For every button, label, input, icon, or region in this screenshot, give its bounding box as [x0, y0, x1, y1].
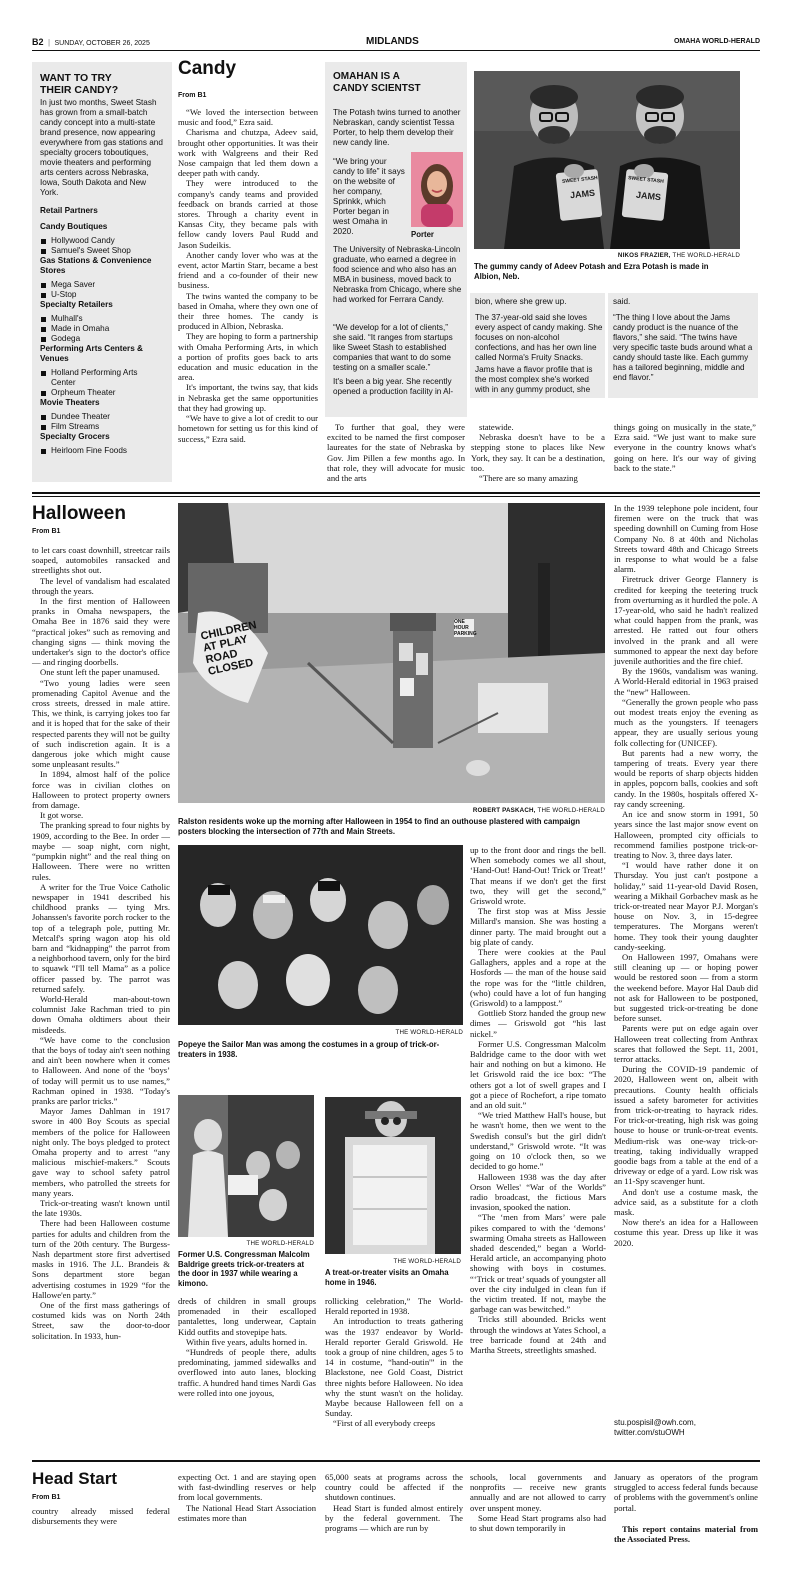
halloween-col3-paragraph: An introduction to treats gathering was the 1937 endeavor by World-Herald reporter Gerald Griswold. He took a group of nine children, ages 5 to 14 in costume, “hand-outin'” in the Blackstone, nee Gold Coast, District three nights before Halloween. No idea why the stunt wasn't on the holiday. Maybe because Halloween fell on a Sunday. — [325, 1316, 463, 1419]
candy-col1-paragraph: It's important, the twins say, that kids in Nebraska get the same opportunities that they had growing up. — [178, 382, 318, 413]
retail-partner-item: Mega Saver — [40, 280, 164, 290]
porter-label: Porter — [411, 230, 434, 239]
page-number: B2 — [32, 37, 44, 47]
retail-group-heading: Specialty Retailers — [40, 300, 113, 309]
retail-groups — [40, 222, 164, 456]
headstart-ap-note-text: This report contains material from the Associated Press. — [614, 1524, 758, 1545]
retail-partners-heading: Retail Partners — [40, 206, 98, 215]
candy-col3-paragraph: “There are so many amazing — [479, 473, 578, 484]
halloween-col5-paragraph: Parents were put on edge again over Halloween treat collecting from Anthrax scares that followed the Sept. 11, 2001, terror attacks. — [614, 1023, 758, 1064]
halloween-col1-paragraph: There had been Halloween costume parties for adults and children from the turn of the 20th century. The Burgess-Nash department store first advertised masks in 1916. The J.L. Brandeis & Sons department store began advertising costumes in 1929 “for the Hallowe'en party.” — [32, 1218, 170, 1300]
halloween-col5-paragraph: An ice and snow storm in 1991, 50 years since the last major snow event on Halloween, prompted city officials to recommend families postpone trick-or-treating to Nov. 3, three days later. — [614, 809, 758, 860]
baldrige-caption: Former U.S. Congressman Malcolm Baldrige greets trick-or-treaters at the door in 1937 while wearing a kimono. — [178, 1250, 310, 1288]
halloween-col1-paragraph: Trick-or-treating wasn't known until the late 1930s. — [32, 1198, 170, 1219]
halloween-col4-paragraph: “We tried Matthew Hall's house, but he wasn't home, then we went to the Swedish consul's but the girl didn't understand,” Griswold wrote. “It was going on 10 o'clock then, so we decided to go home.” — [470, 1110, 606, 1172]
bag-right-product: JAMS — [635, 189, 662, 203]
halloween-col5-paragraph: Firetruck driver George Flannery is credited for keeping the teetering truck from overturning as it hurdled the pole. A 17-year-old, who said he hadn't realized what could happen from the prank, was arrested. He ratted out four others involved in the prank and all were summoned to appear the next day before juvenile authorities and the fire chief. — [614, 574, 758, 667]
twins-illustration — [474, 71, 740, 249]
halloween-col4-paragraph: Halloween 1938 was the day after Orson Welles' “War of the Worlds” radio broadcast, the fictious Mars invasion, spooked the nation. — [470, 1171, 606, 1213]
halloween-col1-paragraph: The level of vandalism had escalated through the years. — [32, 575, 170, 596]
retail-partner-item: Samuel's Sweet Shop — [40, 246, 164, 256]
candy-col2-text: To further that goal, they were excited to be named the first composer laureates for the state of Nebraska by Gov. Jim Pillen a few months ago. In that role, they will advocate for music and the arts — [327, 422, 465, 484]
halloween-col4 — [470, 845, 606, 1355]
halloween-col4-paragraph: There were cookies at the Paul Gallaghers, apples and a rope at the Hosfords — the man of the house said the rope was for the “little children, (who) could have a lot of fun hanging (Griswold) to a lamppost.” — [470, 947, 606, 1009]
headstart-col1-text: country already missed federal disbursements they were — [32, 1506, 170, 1527]
retail-group-list — [40, 368, 164, 398]
popeye-photo — [178, 845, 463, 1025]
halloween-col5-paragraph: By the 1960s, vandalism was waning. A World-Herald editorial in 1963 praised the “new” Halloween. — [614, 666, 758, 697]
headstart-col3-paragraph: 65,000 seats at programs across the country could be affected if the shutdown continues. — [325, 1472, 463, 1503]
headstart-col4 — [470, 1472, 606, 1533]
halloween-col1-paragraph: One stunt left the paper unamused. — [40, 667, 160, 678]
retail-partner-item: U-Stop — [40, 290, 164, 300]
baldrige-scene — [178, 1095, 314, 1237]
outhouse-caption: Ralston residents woke up the morning after Halloween in 1954 to find an outhouse plastered with campaign posters blocking the intersection of 77th and Main Streets. — [178, 817, 581, 836]
halloween-col4-paragraph: Former U.S. Congressman Malcolm Baldridge came to the door with wet hair and nothing on but a kimono. He let Griswold raid the ice box: “The others got a lot of swell grapes and I got a piece of Rochefort, a ripe tomato and an old suit.” — [470, 1038, 606, 1111]
scientist-c2-p1: bion, where she grew up. — [475, 297, 567, 306]
halloween-col2-paragraph: Within five years, adults horned in. — [186, 1336, 308, 1347]
candy-col3-paragraph: statewide. — [479, 422, 514, 432]
headstart-col2-paragraph: The National Head Start Association estimates more than — [178, 1502, 316, 1523]
headstart-divider — [32, 1460, 760, 1462]
popeye-scene — [178, 845, 463, 1025]
headstart-col4-paragraph: Some Head Start programs also had to shut down temporarily in — [470, 1512, 606, 1534]
halloween-col2 — [178, 1296, 316, 1398]
halloween-col4-paragraph: “The ‘men from Mars’ were pale pikes compared to with the ‘demons’ swarming Omaha streets as Halloween shaded descended,” began a World-Herald article, an accompanying photo showing with boys in costumes. “‘Trick or treat’ squads of youngster all over the city indulged in clean fun if the victim treated. If not, maybe the garbage can was bewitched.” — [470, 1212, 606, 1315]
candy-col4 — [614, 422, 756, 473]
retail-group-heading: Candy Boutiques — [40, 222, 108, 231]
headstart-col5-paragraph: January as operators of the program struggled to access federal funds because of problems with the government's online portal. — [614, 1472, 758, 1513]
halloween-from: From B1 — [32, 528, 61, 535]
halloween-col5-paragraph: “I would have rather done it on Thursday. You just can't postpone a holiday,” said 11-year-old David Rosen, wearing a Mikhail Gorbachev mask as he trick-or-treated near Mayor P.J. Morgan's house on Nov. 3, in 15-degree temperatures. The Morgans weren't home. They took their young daughter candy-seeking. — [614, 860, 758, 952]
retail-group-list — [40, 280, 164, 300]
scientist-intro: The Potash twins turned to another Nebraskan, candy scientist Tessa Porter, to help them develop their new candy line. — [333, 108, 461, 147]
halloween-col5-paragraph: In the 1939 telephone pole incident, four firemen were on the truck that was speeding downhill on Cuming from Hose Company No. 8 at 40th and Nicholas Streets toward 48th and Chicago Streets in response to what would be a false alarm. — [614, 503, 758, 575]
candy-col1-paragraph: Another candy lover who was at the event, actor Martin Starr, became a best friend and a co-founder of their new business. — [178, 249, 318, 291]
twins-credit-org: THE WORLD-HERALD — [672, 252, 740, 259]
scientist-c2-p3: Jams have a flavor profile that is the most complex she's worked with in any gummy product, she — [475, 365, 593, 394]
headstart-col3 — [325, 1472, 463, 1533]
headstart-headline: Head Start — [32, 1469, 118, 1488]
retail-partner-item: Heirloom Fine Foods — [40, 446, 164, 456]
retail-group-heading: Performing Arts Centers & Venues — [40, 344, 143, 363]
outhouse-photo — [178, 503, 605, 803]
retail-group-heading: Gas Stations & Convenience Stores — [40, 256, 152, 275]
halloween-col5-paragraph: Now there's an idea for a Halloween costume this year. Dress up like it was 2020. — [614, 1217, 758, 1248]
section-name: MIDLANDS — [366, 36, 419, 47]
halloween-col1-paragraph: A writer for the True Voice Catholic newspaper in 1941 described his childhood pranks — tying Mrs. Johanssen's favorite porch rocker to the top of a telegraph pole, putting Mr. Metcalf's spring wagon atop his old barn and “kidnapping” the parrot from a neighborhood tavern, only for the bird to squawk “I'll tell Mama” as a police officer passed by. The parrot was returned safely. — [32, 881, 170, 994]
headstart-from: From B1 — [32, 1494, 61, 1501]
candy-col1-paragraph: Charisma and chutzpa, Adeev said, brought other opportunities. It was their work with Walgreens and their Red Nose campaign that led them down a deeper path with candy. — [178, 127, 318, 179]
halloween-col5-paragraph: During the COVID-19 pandemic of 2020, Halloween went on, albeit with precautions. County health officials issued a safety barometer for activities from trick-or-treating to hayrack rides. For trick-or-treating, high risk was going house to house or trunk-or-treat events. Medium-risk was one-way trick-or-treating, taking individually wrapped goodie bags from a table at the end of a driveway or edge of a yard. Low risk was an 11-Spy scavenger hunt. — [614, 1064, 758, 1187]
bag-left-product: JAMS — [569, 187, 596, 201]
halloween-col3 — [325, 1296, 463, 1429]
parking-sign: ONE HOUR PARKING — [454, 619, 477, 637]
scientist-p3: “We develop for a lot of clients,” she said. “It ranges from startups like Sweet Stash to established companies that want to do some testing on a smaller scale.” — [333, 323, 453, 372]
headstart-col5 — [614, 1472, 758, 1513]
candy-col1-paragraph: “We loved the intersection between music and food,” Ezra said. — [178, 107, 318, 128]
retail-partner-item: Hollywood Candy — [40, 236, 164, 246]
retail-group-list — [40, 446, 164, 456]
scientist-title: OMAHAN IS A CANDY SCIENTST — [333, 71, 421, 94]
baldrige-credit: THE WORLD-HERALD — [246, 1240, 314, 1247]
halloween-signoff: stu.pospisil@owh.com, twitter.com/stuOWH — [614, 1418, 696, 1437]
section-divider-top — [32, 492, 760, 494]
halloween-col1-paragraph: In the first mention of Halloween pranks in Omaha newspapers, the Omaha Bee in 1876 said they were “practical jokes” such as removing and changing signs — think moving the undertaker's sign to the doctor's office — and ringing doorbells. — [32, 596, 170, 668]
candy-col1-paragraph: They were introduced to the company's candy teams and provided feedback on brands carried at those stores. Through a charity event in Kansas City, they became pals with fellow candy lovers Paul Rudd and Jason Sudeikis. — [178, 178, 318, 250]
porter-photo — [411, 152, 463, 227]
halloween-col1-paragraph: Mayor James Dahlman in 1917 swore in 400 Boy Scouts as special members of the police for Halloween night only. The boys pledged to protect Omaha property and to arrest “any malicious mischief-makers.” Scouts gave way to school safety patrol members, who patrolled the streets for many years. — [32, 1106, 170, 1198]
candy-col1-paragraph: The twins wanted the company to be based in Omaha, where they own one of their three homes. The candy is produced in Albion, Nebraska. — [178, 290, 318, 332]
1946-credit: THE WORLD-HERALD — [393, 1258, 461, 1265]
outhouse-credit-org: THE WORLD-HERALD — [537, 807, 605, 814]
scientist-c2-p2: The 37-year-old said she loves every aspect of candy making. She focuses on non-alcohol confections, and has her own line called Norma's Fruity Snacks. — [475, 313, 603, 362]
candy-col1-paragraph: “We have to give a lot of credit to our hometown for setting us for this kind of success,” Ezra said. — [178, 413, 318, 444]
retail-partner-item: Mulhall's — [40, 314, 164, 324]
scientist-p1: “We bring your candy to life” it says on the website of her company, Sprinkk, which Porter began in west Omaha in 2020. — [333, 157, 405, 236]
retail-group-list — [40, 236, 164, 256]
halloween-col4-paragraph: up to the front door and rings the bell. When somebody comes we all shout, ‘Hand-Out! Hand-Out! Trick or Treat!’ That means if we don't get the first two, they will get the second,” Griswold wrote. — [470, 845, 606, 907]
1946-caption: A treat-or-treater visits an Omaha home in 1946. — [325, 1268, 449, 1287]
halloween-col5-paragraph: But parents had a new worry, the tampering of treats. Every year there would be reports of sharp objects hidden in apples, popcorn balls, cookies and soft candy. In the 1980s, hospitals offered X-ray candy screening. — [614, 747, 758, 809]
page-header: B2 | SUNDAY, OCTOBER 26, 2025 MIDLANDS OMAHA WORLD-HERALD — [32, 36, 760, 47]
halloween-col4-paragraph: The first stop was at Miss Jessie Millard's mansion. She was hosting a dinner party. The maid brought out a big plate of candy. — [470, 906, 606, 947]
outhouse-credit — [178, 807, 605, 814]
halloween-col5-paragraph: On Halloween 1997, Omahans were still cleaning up — or hoping power would be restored soon — from a storm the weekend before. Mayor Hal Daub did not ask for Halloween to be postponed, but suggested trick-or-treating be done before sunset. — [614, 951, 758, 1024]
halloween-col3-paragraph: rollicking celebration,” The World-Herald reported in 1938. — [325, 1296, 463, 1317]
halloween-col1-paragraph: “We have come to the conclusion that the boys of today ain't seen nothing and ain't been nowhere when it comes to Halloween. And none of the ‘boys’ of today will permit us to use names,” Rachman opined in 1938. “Today's pranks are parlor tricks.” — [32, 1034, 170, 1106]
retail-partner-item: Godega — [40, 334, 164, 344]
halloween-col2-paragraph: dreds of children in small groups promenaded in their escalloped pantalettes, long underwear, Captain Kidd outfits and stovepipe hats. — [178, 1296, 316, 1337]
headstart-col2-paragraph: expecting Oct. 1 and are staying open with fast-dwindling reserves or help from local governments. — [178, 1472, 316, 1503]
porter-portrait — [411, 152, 463, 227]
candy-from: From B1 — [178, 92, 207, 99]
headstart-col1 — [32, 1506, 170, 1526]
scientist-c3-p1: said. — [613, 297, 631, 306]
halloween-col4-paragraph: Gottlieb Storz handed the group new dimes — Griswold got “his last nickel.” — [470, 1008, 606, 1039]
retail-partner-item: Made in Omaha — [40, 324, 164, 334]
retail-partner-item: Dundee Theater — [40, 412, 164, 422]
baldrige-photo — [178, 1095, 314, 1237]
sidebar-title: WANT TO TRY THEIR CANDY? — [40, 72, 119, 96]
candy-col3 — [471, 422, 605, 483]
headstart-col4-paragraph: schools, local governments and nonprofits — receive new grants annually and are not allowed to carry over unspent money. — [470, 1472, 606, 1513]
twins-photo-credit — [474, 252, 740, 259]
header-rule — [32, 50, 760, 51]
twins-credit-name: NIKOS FRAZIER, — [617, 252, 671, 259]
halloween-col1-paragraph: One of the first mass gatherings of costumed kids was on North 24th Street, saw the door-to-door solicitation. In 1933, hun- — [32, 1300, 170, 1341]
halloween-col1-paragraph: to let cars coast downhill, streetcar rails soaped, automobiles ransacked and streetlights shot out. — [32, 545, 170, 576]
1946-photo — [325, 1097, 461, 1254]
candy-col3-paragraph: Nebraska doesn't have to be a stepping stone to places like New York, they say. It can be a destination, too. — [471, 432, 605, 473]
halloween-col2-paragraph: “Hundreds of people there, adults predominating, jammed sidewalks and overflowed into auto lanes, blocking traffic. A hundred hand times Nardi Gas were rolled into one joyous, — [178, 1347, 316, 1398]
halloween-col3-paragraph: “First of all everybody creeps — [333, 1418, 436, 1429]
scientist-p4: It's been a big year. She recently opened a production facility in Al- — [333, 377, 454, 396]
retail-partner-item: Holland Performing Arts Center — [40, 368, 164, 388]
halloween-col5 — [614, 503, 758, 1248]
sidebar-intro: In just two months, Sweet Stash has grown from a small-batch candy concept into a multi-state brand presence, now appearing everywhere from gas stations and specialty grocers toboutiques, movie theaters and performing arts centers across Nebraska, Iowa, South Dakota and New York. — [40, 98, 163, 197]
halloween-col1-paragraph: It got worse. — [40, 810, 84, 821]
bag-left-label: SWEET STASH — [561, 175, 598, 185]
paper-name: OMAHA WORLD-HERALD — [673, 38, 760, 45]
headstart-col2 — [178, 1472, 316, 1523]
page-date: SUNDAY, OCTOBER 26, 2025 — [54, 40, 150, 47]
sidebar-box — [32, 62, 172, 482]
headstart-col3-paragraph: Head Start is funded almost entirely by the federal government. The programs — which are run by — [325, 1502, 463, 1534]
scientist-c3-p2: “The thing I love about the Jams candy product is the nuance of the flavors,” she said. “The twins have very specific taste buds around what a candy should taste like. Each gummy has a tailored beginning, middle and end flavor.” — [613, 313, 753, 382]
twins-photo — [474, 71, 740, 249]
headstart-ap-note — [614, 1524, 758, 1544]
halloween-col5-paragraph: And don't use a costume mask, the advice said, as a substitute for a cloth mask. — [614, 1186, 758, 1218]
scientist-p2: The University of Nebraska-Lincoln graduate, who earned a degree in food science and who also has an MBA in business, moved back to Nebraska from Chicago, where she had worked for Ferrara Candy. — [333, 245, 462, 304]
retail-group-heading: Specialty Grocers — [40, 432, 110, 441]
bag-right-label: SWEET STASH — [627, 175, 664, 185]
retail-group-heading: Movie Theaters — [40, 398, 100, 407]
candy-col2 — [327, 422, 465, 483]
retail-group-list — [40, 412, 164, 432]
halloween-col1-paragraph: The pranking spread to four nights by 1909, according to the Bee. In order — maybe — soap night, corn night, “pumpkin night” and the real thing on Halloween. There were no written rules. — [32, 820, 170, 882]
halloween-col1 — [32, 545, 170, 1341]
candy-col4-text: things going on musically in the state,” Ezra said. “We just want to make sure everyone in the country knows what's going on here. It's our way of giving back to the state.” — [614, 422, 756, 473]
halloween-col1-paragraph: World-Herald man-about-town columnist Jake Rachman tried to pin down Omaha oldtimers about their misdeeds. — [32, 993, 170, 1035]
outhouse-credit-name: ROBERT PASKACH, — [472, 807, 536, 814]
candy-col1 — [178, 107, 318, 444]
halloween-col5-paragraph: “Generally the grown people who pass out modest treats enjoy the evening as much as the youngsters. If teenagers appear, they are usually serious young folk collecting for (UNICEF). — [614, 696, 758, 748]
halloween-col4-paragraph: Tricks still abounded. Bricks went through the windows at Yates School, a tree barricade found at 24th and Martha Streets, streetlights smashed. — [470, 1314, 606, 1355]
halloween-headline: Halloween — [32, 503, 126, 524]
candy-headline: Candy — [178, 58, 237, 79]
road-closed-sign: CHILDREN AT PLAY ROAD CLOSED — [199, 619, 258, 678]
retail-partner-item: Orpheum Theater — [40, 388, 164, 398]
popeye-caption: Popeye the Sailor Man was among the costumes in a group of trick-or-treaters in 1938. — [178, 1040, 440, 1059]
halloween-col1-paragraph: “Two young ladies were seen promenading Capitol Avenue and the cross streets, dressed in male attire. This, we think, is carrying jokes too far and it is hoped that for the sake of their respected parents they will not be guilty of such indiscretion again. It is a dangerous joke which might cause some unpleasant results.” — [32, 677, 170, 770]
retail-group-list — [40, 314, 164, 344]
1946-scene — [325, 1097, 461, 1254]
retail-partner-item: Film Streams — [40, 422, 164, 432]
section-divider-bottom — [32, 496, 760, 497]
halloween-col1-paragraph: In 1894, almost half of the police force was in civilian clothes on Halloween to protect property owners from damage. — [32, 769, 170, 811]
candy-col1-paragraph: They are hoping to form a partnership with Omaha Performing Arts, in which a portion of profits goes back to arts education and music education in the area. — [178, 331, 318, 383]
popeye-credit: THE WORLD-HERALD — [395, 1029, 463, 1036]
twins-photo-caption: The gummy candy of Adeev Potash and Ezra Potash is made in Albion, Neb. — [474, 262, 709, 281]
